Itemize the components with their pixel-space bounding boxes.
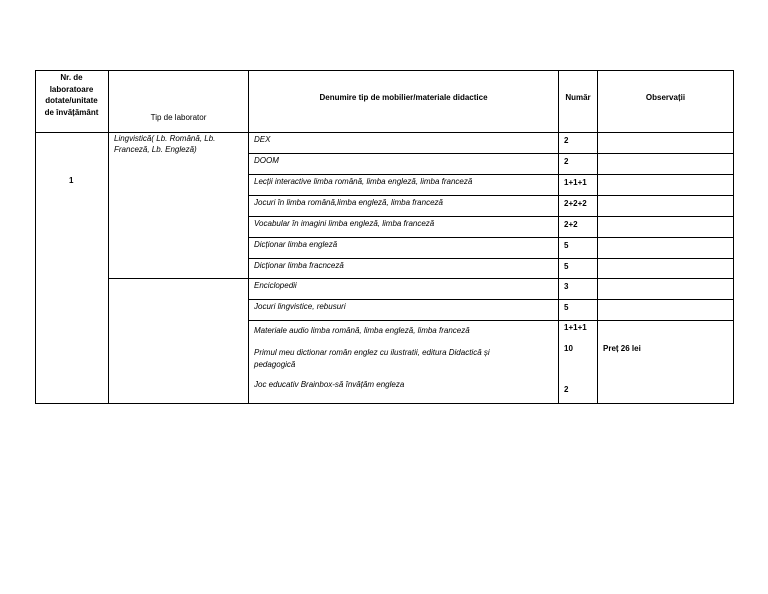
group-divider: [108, 278, 734, 279]
table-border-top: [35, 70, 734, 71]
row-divider: [248, 195, 734, 196]
table-border-bottom: [35, 403, 734, 404]
header-nr-line: de învățământ: [44, 107, 99, 117]
item-count: 1+1+1: [564, 323, 587, 332]
item-name: [254, 347, 490, 371]
lab-type: [114, 133, 215, 155]
row-divider: [248, 237, 734, 238]
item-name: Lecții interactive limba română, limba engleză, limba franceză: [254, 177, 473, 186]
header-nr-line: laboratoare: [49, 84, 94, 94]
row-divider: [248, 174, 734, 175]
header-nr-line: dotate/unitate: [45, 96, 98, 105]
item-name: DEX: [254, 135, 271, 144]
header-denumire: Denumire tip de mobilier/materiale didactice: [319, 93, 488, 102]
lab-number: 1: [69, 176, 74, 185]
item-name: Dicționar limba engleză: [254, 240, 338, 249]
item-name: Dicționar limba fracnceză: [254, 261, 344, 270]
header-nr: [35, 72, 108, 118]
item-name: Enciclopedii: [254, 281, 297, 290]
item-count: 2: [564, 157, 569, 166]
materials-table: [35, 70, 734, 404]
row-divider: [248, 299, 734, 300]
item-name: Vocabular în imagini limba engleză, limba franceză: [254, 219, 435, 228]
header-tip: Tip de laborator: [150, 113, 207, 122]
item-count: 2+2+2: [564, 199, 587, 208]
item-count: 5: [564, 262, 569, 271]
item-name: Materiale audio limba română, limba engleză, limba franceză: [254, 326, 470, 335]
item-count: 5: [564, 241, 569, 250]
item-count: 2: [564, 136, 569, 145]
row-divider: [248, 320, 734, 321]
item-count: 10: [564, 344, 573, 353]
header-numar: Număr: [565, 93, 591, 102]
item-name: Jocuri lingvistice, rebusuri: [254, 302, 346, 311]
item-name-line: pedagogică: [254, 360, 296, 369]
item-name: Joc educativ Brainbox-să învățăm engleza: [254, 380, 405, 389]
item-name: DOOM: [254, 156, 279, 165]
lab-type-line: Franceză, Lb. Engleză): [114, 145, 197, 154]
item-count: 2+2: [564, 220, 578, 229]
lab-type-line: Lingvistică( Lb. Română, Lb.: [114, 134, 216, 143]
item-count: 5: [564, 303, 569, 312]
item-name: Jocuri în limba română,limba engleză, limba franceză: [254, 198, 443, 207]
row-divider: [248, 258, 734, 259]
item-count: 1+1+1: [564, 178, 587, 187]
item-observation: Preț 26 lei: [603, 344, 641, 353]
item-count: 3: [564, 282, 569, 291]
header-nr-line: Nr. de: [60, 73, 83, 82]
header-observatii: Observații: [645, 93, 686, 102]
item-count: 2: [564, 385, 569, 394]
item-name-line: Primul meu dictionar român englez cu ilustratii, editura Didactică și: [254, 348, 490, 357]
row-divider: [248, 153, 734, 154]
table-border-left: [35, 70, 36, 404]
row-divider: [248, 216, 734, 217]
